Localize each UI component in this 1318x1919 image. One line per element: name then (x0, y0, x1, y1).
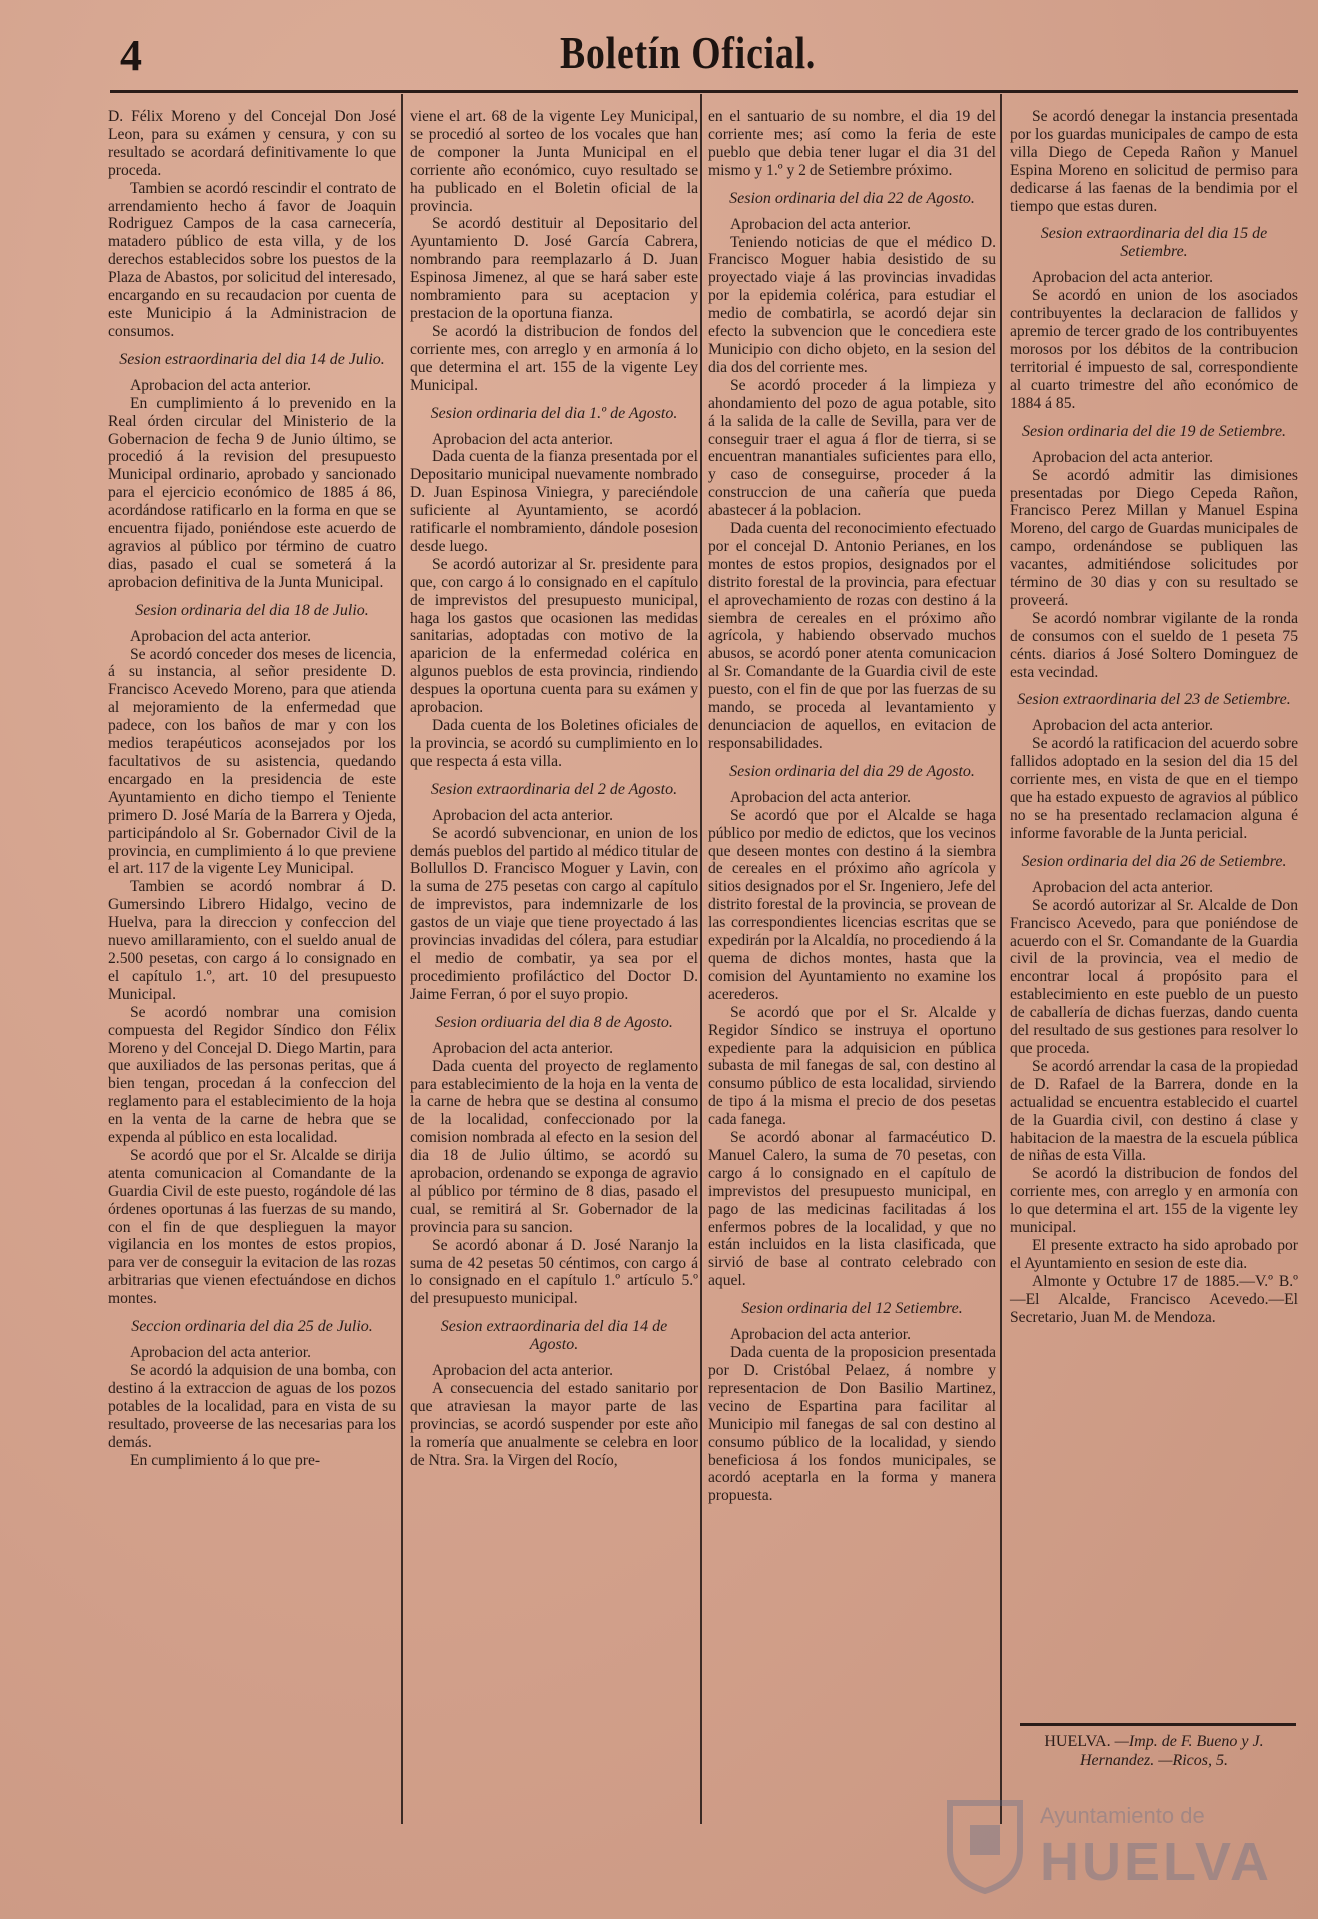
column-3 (708, 108, 996, 1505)
paragraph: Tambien se acordó nombrar á D. Gumersindo Librero Hidalgo, vecino de Huelva, para la direccion y confeccion del nuevo amillaramiento, con el sueldo anual de 2.500 pesetas, con cargo á lo consignado en el capítulo 1.º, art. 10 del presupuesto Municipal. (108, 878, 396, 1003)
paragraph: Almonte y Octubre 17 de 1885.—V.º B.º—El Alcalde, Francisco Acevedo.—El Secretario, Juan M. de Mendoza. (1010, 1272, 1298, 1326)
session-heading: Sesion extraordinaria del dia 15 de Setiembre. (1040, 225, 1268, 261)
paragraph: Aprobacion del acta anterior. (130, 376, 311, 394)
paragraph: Aprobacion del acta anterior. (432, 1362, 613, 1380)
column-divider (700, 94, 702, 1824)
paragraph: D. Félix Moreno y del Concejal Don José Leon, para su exámen y censura, y con su resultado se acordará definitivamente lo que proceda. (108, 108, 396, 179)
imprint-city: HUELVA. (1044, 1733, 1111, 1750)
paragraph: Se acordó en union de los asociados contribuyentes la declaracion de fallidos y apremio de tercer grado de los contribuyentes morosos por los débitos de la contribucion territorial é impuesto de sal, correspondiente al cuarto trimestre del año económico de 1884 á 85. (1010, 287, 1298, 412)
paragraph: Se acordó abonar á D. José Naranjo la suma de 42 pesetas 50 céntimos, con cargo á lo consignado en el capítulo 1.º artículo 5.º del presupuesto municipal. (410, 1236, 698, 1308)
column-4 (1010, 108, 1298, 1326)
session-heading: Sesion estraordinaria del dia 14 de Julio. (119, 350, 385, 368)
paragraph: Se acordó arrendar la casa de la propiedad de D. Rafael de la Barrera, donde en la actualidad se encuentra establecido el cuartel de la Guardia civil, con destino á clase y habitacion de la maestra de la escuela pública de niñas de esta Villa. (1010, 1057, 1298, 1165)
session-heading: Sesion extraordinaria del dia 14 de Agosto. (440, 1318, 668, 1354)
session-heading: Seccion ordinaria del dia 25 de Julio. (131, 1318, 373, 1336)
paragraph: Se acordó la adquision de una bomba, con destino á la extraccion de aguas de los pozos potables de la localidad, para en vista de su resultado, proveerse de las necesarias para los demás. (108, 1362, 396, 1451)
paragraph: En cumplimiento á lo prevenido en la Real órden circular del Ministerio de la Gobernacion de fecha 9 de Junio último, se procedió á la revision del presupuesto Municipal ordinario, aprobado y sancionado para el ejercicio económico de 1885 á 86, acordándose ratificarlo en la forma en que se encuentra fijado, poniéndose este acuerdo de agravios al público por término de cuatro dias, pasado el cual se someterá á la aprobacion definitiva de la Junta Municipal. (108, 394, 396, 591)
paragraph: A consecuencia del estado sanitario por que atraviesan la mayor parte de las provincias, se acordó suspender por este año la romería que anualmente se celebra en loor de Ntra. Sra. la Virgen del Rocío, (410, 1380, 698, 1469)
column-divider (401, 94, 403, 1824)
paragraph: Aprobacion del acta anterior. (130, 627, 311, 645)
paragraph: Aprobacion del acta anterior. (1032, 717, 1213, 735)
newspaper-title: Boletín Oficial. (560, 27, 817, 78)
session-heading: Sesion ordinaria del dia 22 de Agosto. (729, 189, 975, 207)
paragraph: Aprobacion del acta anterior. (432, 430, 613, 448)
page-header (0, 0, 1318, 100)
session-heading: Sesion ordinaria del dia 18 de Julio. (135, 601, 369, 619)
watermark-line-2: HUELVA (1040, 1832, 1272, 1892)
paragraph: Aprobacion del acta anterior. (1032, 878, 1213, 896)
paragraph: Se acordó conceder dos meses de licencia, á su instancia, al señor presidente D. Francisco Acevedo Moreno, para que atienda al mejoramiento de la enfermedad que padece, con los baños de mar y con los medios terapéuticos aconsejados por los facultativos de su asistencia, quedando encargado en la presidencia de este Ayuntamiento en dicho tiempo el Teniente primero D. José María de la Barrera y Ojeda, participándolo al Sr. Gobernador Civil de la provincia, en cumplimiento á lo que previene el art. 117 de la vigente Ley Municipal. (108, 645, 396, 878)
session-heading: Sesion extraordinaria del 2 de Agosto. (430, 780, 678, 798)
paragraph: Dada cuenta del proyecto de reglamento para establecimiento de la hoja en la venta de la carne de hebra que se destina al consumo de la localidad, confeccionado por la comision nombrada al efecto en la sesion del dia 18 de Julio último, se acordó su aprobacion, ordenando se exponga de agravio al público por término de 8 dias, pasado el cual, se remitirá al Sr. Gobernador de la provincia para su sancion. (410, 1057, 698, 1236)
column-4-body (1010, 108, 1298, 1326)
paragraph: Aprobacion del acta anterior. (1032, 448, 1213, 466)
session-heading: Sesion ordinaria del 12 Setiembre. (741, 1300, 963, 1318)
session-heading: Sesion ordinaria del dia 26 de Setiembre. (1021, 852, 1287, 870)
paragraph: Se acordó denegar la instancia presentada por los guardas municipales de campo de esta villa Diego de Cepeda Rañon y Manuel Espina Moreno en solicitud de permiso para dedicarse á las faenas de la bendimia por el tiempo que estas duren. (1010, 108, 1298, 215)
imprint-printer: —Imp. de F. Bueno y J. Hernandez. (1080, 1733, 1264, 1769)
paragraph: viene el art. 68 de la vigente Ley Municipal, se procedió al sorteo de los vocales que han de componer la Junta Municipal en el corriente año económico, cuyo resultado se ha publicado en el Boletin oficial de la provincia. (410, 108, 698, 215)
imprint-address: —Ricos, 5. (1158, 1752, 1228, 1769)
paragraph: Se acordó autorizar al Sr. Alcalde de Don Francisco Acevedo, para que poniéndose de acuerdo con el Sr. Comandante de la Guardia civil de la provincia, vea el medio de encontrar local á propósito para el establecimiento en este pueblo de un puesto de caballería de dichas fuerzas, dando cuenta del resultado de sus gestiones para resolver lo que proceda. (1010, 896, 1298, 1057)
paragraph: Se acordó la distribucion de fondos del corriente mes, con arreglo y en armonía á lo que determina el art. 155 de la vigente Ley Municipal. (410, 322, 698, 394)
paragraph: En cumplimiento á lo que pre- (130, 1451, 321, 1469)
paragraph: Aprobacion del acta anterior. (130, 1344, 311, 1362)
paragraph: en el santuario de su nombre, el dia 19 del corriente mes; así como la feria de este pueblo que debia tener lugar el dia 31 del mismo y 1.º y 2 de Setiembre próximo. (708, 108, 996, 179)
session-heading: Sesion ordinaria del die 19 de Setiembre. (1021, 422, 1287, 440)
paragraph: Se acordó que por el Alcalde se haga público por medio de edictos, que los vecinos que deseen montes con destino á la siembra de cereales en el próximo año agrícola y sitios designados por el Sr. Ingeniero, Jefe del distrito forestal de la provincia, se provean de las correspondientes licencias escritas que se expedirán por la Alcaldía, no procediendo á la quema de dichos montes, hasta que la comision del Ayuntamiento no examine los acerederos. (708, 806, 996, 1003)
paragraph: Aprobacion del acta anterior. (730, 1326, 911, 1344)
paragraph: Se acordó que por el Sr. Alcalde se dirija atenta comunicacion al Comandante de la Guardia Civil de este puesto, rogándole dé las órdenes oportunas á las fuerzas de su mando, con el fin de que desplieguen la mayor vigilancia en los montes de estos propios, para ver de conseguir la evitacion de las rozas arbitrarias que vienen efectuándose en dichos montes. (108, 1146, 396, 1308)
session-heading: Sesion extraordinaria del 23 de Setiembre. (1017, 691, 1291, 709)
paragraph: Se acordó proceder á la limpieza y ahondamiento del pozo de agua potable, sito á la salida de la calle de Sevilla, para ver de conseguir traer el agua á flor de tierra, si se encuentran manantiales suficientes para ello, y caso de conseguirse, proceder á la construccion de una cañería que pueda abastecer á la poblacion. (708, 376, 996, 520)
paragraph: Aprobacion del acta anterior. (432, 1039, 613, 1057)
session-heading: Sesion ordiuaria del dia 8 de Agosto. (435, 1013, 673, 1031)
column-divider (1000, 94, 1002, 1824)
paragraph: Se acordó que por el Sr. Alcalde y Regidor Síndico se instruya el oportuno expediente para la adquisicion en pública subasta de mil fanegas de sal, con destino al consumo público de esta localidad, sirviendo de tipo á la misma el precio de dos pesetas cada fanega. (708, 1003, 996, 1129)
paragraph: El presente extracto ha sido aprobado por el Ayuntamiento en sesion de este dia. (1010, 1236, 1298, 1272)
paragraph: Se acordó destituir al Depositario del Ayuntamiento D. José García Cabrera, nombrando para reemplazarlo á D. Juan Espinosa Jimenez, al que se hará saber este nombramiento para su aceptacion y prestacion de la oportuna fianza. (410, 215, 698, 322)
page-number: 4 (120, 31, 142, 80)
session-heading: Sesion ordinaria del dia 1.º de Agosto. (430, 404, 678, 422)
paragraph: Aprobacion del acta anterior. (432, 806, 613, 824)
paragraph: Se acordó abonar al farmacéutico D. Manuel Calero, la suma de 70 pesetas, con cargo á lo consignado en el capítulo de imprevistos del presupuesto municipal, en pago de las medicinas facilitadas á los enfermos pobres de la localidad, y que no están incluidos en la lista clasificada, que sirvió de base al contrato celebrado con aquel. (708, 1129, 996, 1290)
printer-imprint (1010, 1732, 1298, 1770)
paragraph: Se acordó nombrar una comision compuesta del Regidor Síndico don Félix Moreno y del Concejal D. Diego Martin, para que auxiliados de las personas peritas, que á bien tengan, procedan á la confeccion del reglamento para el establecimiento de la hoja en la venta de la carne de hebra que se expenda al público en esta localidad. (108, 1003, 396, 1147)
watermark-line-1: Ayuntamiento de (1040, 1803, 1205, 1828)
paragraph: Tambien se acordó rescindir el contrato de arrendamiento hecho á favor de Joaquin Rodriguez Campos de la casa carnecería, matadero público de esta villa, y de los derechos establecidos sobre los puestos de la Plaza de Abastos, por solicitud del interesado, encargando en su recaudacion por cuenta de este Municipio á la Administracion de consumos. (108, 179, 396, 340)
paragraph: Se acordó nombrar vigilante de la ronda de consumos con el sueldo de 1 peseta 75 cénts. diarios á José Soltero Dominguez de esta vecindad. (1010, 609, 1298, 681)
paragraph: Aprobacion del acta anterior. (730, 215, 911, 233)
paragraph: Dada cuenta de los Boletines oficiales de la provincia, se acordó su cumplimiento en lo que respecta á esta villa. (410, 717, 698, 770)
paragraph: Se acordó admitir las dimisiones presentadas por Diego Cepeda Rañon, Francisco Perez Millan y Manuel Espina Moreno, del cargo de Guardas municipales de campo, ordenándose se publiquen las vacantes, admitiéndose solicitudes por término de 30 dias y con su resultado se proveerá. (1010, 466, 1298, 609)
session-heading: Sesion ordinaria del dia 29 de Agosto. (729, 762, 975, 780)
column-1 (108, 108, 396, 1469)
column-2 (410, 108, 698, 1470)
paragraph: Dada cuenta de la fianza presentada por el Depositario municipal nuevamente nombrado D. Juan Espinosa Viniegra, y pareciéndole suficiente al Ayuntamiento, se acordó ratificarle el nombramiento, dándole posesion desde luego. (410, 448, 698, 555)
paragraph: Se acordó la ratificacion del acuerdo sobre fallidos adoptado en la sesion del dia 15 del corriente mes, en vista de que en el tiempo que ha estado expuesto de agravios al público no se ha presentado reclamacion alguna é informe favorable de la Junta pericial. (1010, 735, 1298, 842)
paragraph: Dada cuenta de la proposicion presentada por D. Cristóbal Pelaez, á nombre y representacion de Don Basilio Martinez, vecino de Espartina para facilitar al Municipio mil fanegas de sal con destino al consumo público de la localidad, y siendo beneficiosa á los fondos municipales, se acordó aceptarla en la forma y manera propuesta. (708, 1344, 996, 1505)
header-rule (110, 90, 1298, 93)
paragraph: Aprobacion del acta anterior. (730, 788, 911, 806)
paragraph: Teniendo noticias de que el médico D. Francisco Moguer habia desistido de su proyectado viaje á las provincias invadidas por la epidemia colérica, para estudiar el medio de combatirla, se acordó dejar sin efecto la subvencion que le concediera este Municipio con dicho objeto, en la sesion del dia dos del corriente mes. (708, 233, 996, 376)
paragraph: Dada cuenta del reconocimiento efectuado por el concejal D. Antonio Perianes, en los montes de estos propios, designados por el distrito forestal de la provincia, para efectuar el aprovechamiento de rozas con destino á la siembra de cereales en el próximo año agrícola, y habiendo observado muchos abusos, se acordó poner atenta comunicacion al Sr. Comandante de la Guardia civil de este puesto, con el fin de que por las fuerzas de su mando, se proceda al levantamiento y denunciacion de aquellos, en evitacion de responsabilidades. (708, 520, 996, 752)
paragraph: Se acordó subvencionar, en union de los demás pueblos del partido al médico titular de Bollullos D. Francisco Moguer y Lavin, con la suma de 275 pesetas con cargo al capítulo de imprevistos, para indemnizarle de los gastos de un viaje que tiene proyectado á las provincias invadidas del cólera, para estudiar el medio de combatir, ya sea por el procedimiento profiláctico del Doctor D. Jaime Ferran, ó por el suyo propio. (410, 824, 698, 1003)
paragraph: Aprobacion del acta anterior. (1032, 269, 1213, 287)
imprint-rule (1020, 1723, 1296, 1726)
paragraph: Se acordó autorizar al Sr. presidente para que, con cargo á lo consignado en el capítulo de imprevistos del presupuesto municipal, haga los gastos que ocasionen las medidas sanitarias, adoptadas con motivo de la aparicion de la enfermedad colérica en algunos pueblos de esta provincia, rindiendo despues la oportuna cuenta para su exámen y aprobacion. (410, 555, 698, 717)
shield-icon (940, 1795, 1030, 1895)
archive-watermark (940, 1795, 1300, 1905)
paragraph: Se acordó la distribucion de fondos del corriente mes, con arreglo y en armonía con lo que determina el art. 155 de la vigente ley municipal. (1010, 1165, 1298, 1237)
